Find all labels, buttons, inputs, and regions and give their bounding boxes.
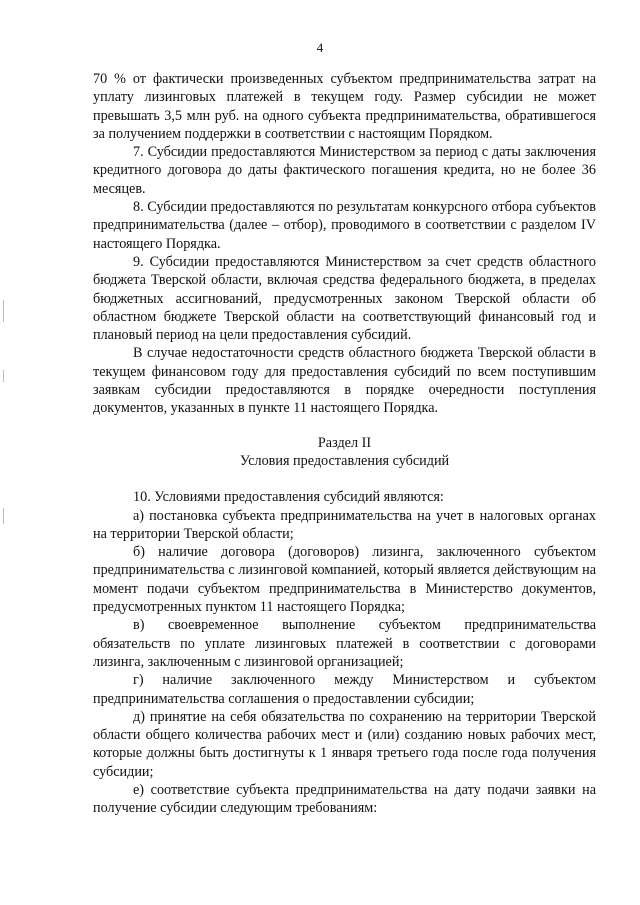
section-spacer [93,470,596,488]
paragraph-p8: 8. Субсидии предоставляются по результатам конкурсного отбора субъектов предпринимательства (далее – отбор), проводимого в соответствии с разделом IV настоящего Порядка. [93,199,596,252]
section-number: Раздел II [317,434,372,451]
paragraph-p9: 9. Субсидии предоставляются Министерством за счет средств областного бюджета Тверской области, включая средства федерального бюджета, в пределах бюджетных ассигнований, предусмотренных законом Тверской области об областном бюджете Тверской области на соответствующий финансовый год и плановый период на цели предоставления субсидий. [93,253,596,344]
section-heading [93,434,596,471]
scan-edge-mark [3,300,4,322]
paragraph-p10f: е) соответствие субъекта предпринимательства на дату подачи заявки на получение субсидии следующим требованиям: [93,781,596,817]
paragraph-p9b: В случае недостаточности средств областного бюджета Тверской области в текущем финансовом году для предоставления субсидий по всем поступившим заявкам субсидии предоставляются в порядке очередности поступления документов, указанных в пункте 11 настоящего Порядка. [93,345,596,417]
paragraphs-after-section [93,488,596,817]
paragraph-p7: 7. Субсидии предоставляются Министерством за период с даты заключения кредитного договора до даты фактического погашения кредита, но не более 36 месяцев. [93,144,596,197]
scan-edge-mark [3,370,4,382]
paragraph-p-cont: 70 % от фактически произведенных субъектом предпринимательства затрат на уплату лизинговых платежей в текущем году. Размер субсидии не может превышать 3,5 млн руб. на одного субъекта предпринимательства, обратившегося за получением поддержки в соответствии с настоящим Порядком. [93,71,596,142]
paragraph-p10a: а) постановка субъекта предпринимательства на учет в налоговых органах на территории Тверской области; [93,507,596,542]
paragraph-p10b: б) наличие договора (договоров) лизинга, заключенного субъектом предпринимательства с лизинговой компанией, который является действующим на момент подачи субъектом предпринимательства в Министерство документов, предусмотренных пунктом 11 настоящего Порядка; [93,544,596,616]
paragraph-p10c: в) своевременное выполнение субъектом предпринимательства обязательств по уплате лизинговых платежей в соответствии с договорами лизинга, заключенным с лизинговой организацией; [93,617,596,670]
paragraphs-before-section [93,70,596,418]
document-body [93,70,596,818]
section-title: Условия предоставления субсидий [239,452,450,469]
paragraph-p10e: д) принятие на себя обязательства по сохранению на территории Тверской области общего количества рабочих мест и (или) созданию новых рабочих мест, которые должны быть достигнуты к 1 января третьего года после года получения субсидии; [93,708,596,780]
paragraph-p10: 10. Условиями предоставления субсидий являются: [133,489,444,506]
paragraph-p10d: г) наличие заключенного между Министерством и субъектом предпринимательства соглашения о предоставлении субсидии; [93,672,596,707]
scan-edge-mark [3,508,4,524]
page-number: 4 [316,40,324,55]
